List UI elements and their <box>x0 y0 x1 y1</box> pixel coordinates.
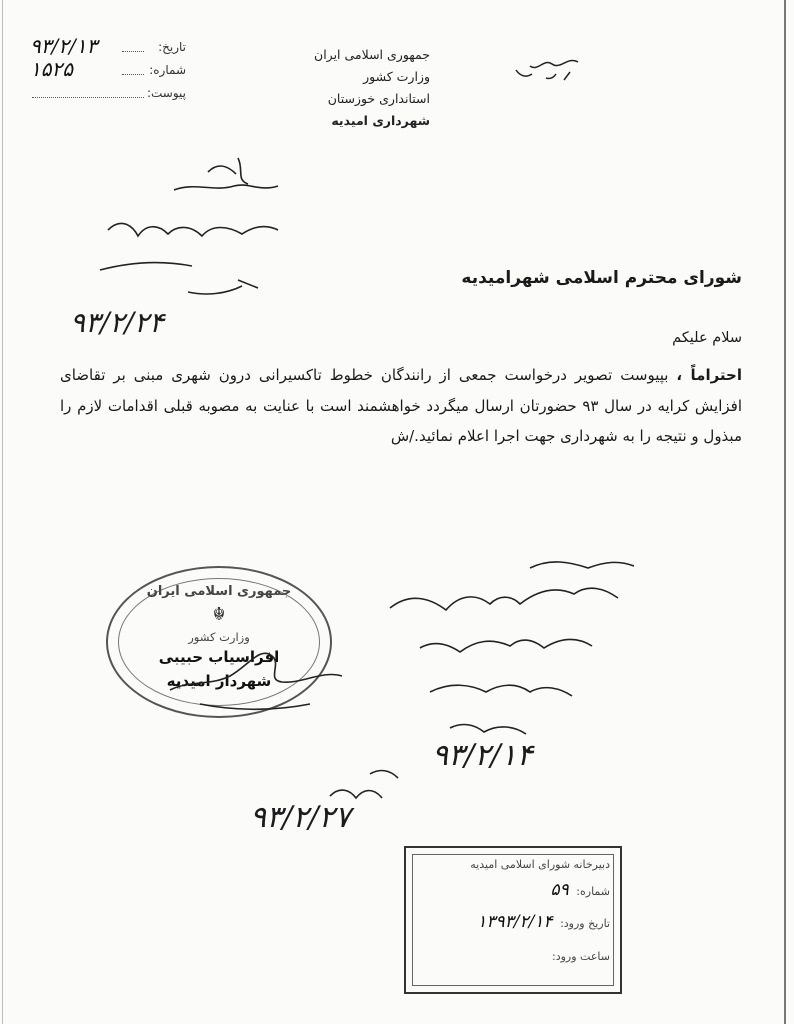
emblem-icon: ☬ <box>212 604 226 625</box>
signatory-title: شهردار امیدیه <box>166 672 272 690</box>
date-label: تاریخ: <box>158 40 186 54</box>
attachment-label: پیوست: <box>146 86 186 100</box>
recv-title: دبیرخانه شورای اسلامی امیدیه <box>470 858 610 871</box>
handwritten-council-note <box>330 548 690 748</box>
recv-time-row <box>548 950 610 963</box>
recv-time-label: ساعت ورود: <box>552 950 610 963</box>
bismillah-handwriting <box>512 52 582 86</box>
letter-meta <box>22 36 192 105</box>
scan-edge-left <box>2 0 3 1024</box>
recv-number-row <box>551 880 610 900</box>
meta-date-row <box>22 36 192 59</box>
meta-attachment-row <box>22 82 192 105</box>
date-dots <box>122 51 144 52</box>
greeting: سلام علیکم <box>672 330 742 346</box>
addressee-title: شورای محترم اسلامی شهرامیدیه <box>461 268 742 288</box>
handwritten-referral-note <box>88 150 308 310</box>
body-lead: احتراماً ، <box>676 366 742 384</box>
letterhead-country: جمهوری اسلامی ایران <box>314 47 430 62</box>
stamp-ministry: وزارت کشور <box>188 630 250 644</box>
handwritten-date-bottom: ۹۳/۲/۲۷ <box>250 800 351 835</box>
recv-date-label: تاریخ ورود: <box>560 917 610 930</box>
recv-number-value: ۵۹ <box>550 880 569 900</box>
letterhead-ministry: وزارت کشور <box>363 69 430 84</box>
number-label: شماره: <box>149 63 186 77</box>
handwritten-date-low: ۹۳/۲/۱۴ <box>432 738 533 773</box>
stamp-title: جمهوری اسلامی ایران <box>146 584 292 599</box>
letterhead-province: استانداری خوزستان <box>327 91 430 106</box>
number-value: ۱۵۲۵ <box>30 57 73 81</box>
number-dots <box>122 74 144 75</box>
letterhead <box>230 44 430 132</box>
attachment-dots <box>32 97 144 98</box>
letterhead-municipality: شهرداری امیدیه <box>331 113 430 128</box>
recv-date-row <box>477 912 610 932</box>
scan-edge-right <box>784 0 786 1024</box>
date-value: ۹۳/۲/۱۳ <box>30 34 98 58</box>
letter-body <box>60 360 742 452</box>
handwritten-date-mid: ۹۳/۲/۲۴ <box>70 306 165 339</box>
signatory-name: افراسیاب حبیبی <box>158 648 280 666</box>
recv-date-value: ۱۳۹۳/۲/۱۴ <box>477 912 553 932</box>
meta-number-row <box>22 59 192 82</box>
council-received-stamp <box>404 846 622 994</box>
recv-number-label: شماره: <box>576 885 610 898</box>
body-text: بپیوست تصویر درخواست جمعی از رانندگان خطوط تاکسیرانی درون شهری مبنی بر تقاضای افزایش کرایه در سال ۹۳ حضورتان ارسال میگردد خواهشمند است با عنایت به مصوبه قبلی اقدامات لازم را مبذول و نتیجه را به شهرداری جهت اجرا اعلام نمائید./ش <box>60 366 742 445</box>
